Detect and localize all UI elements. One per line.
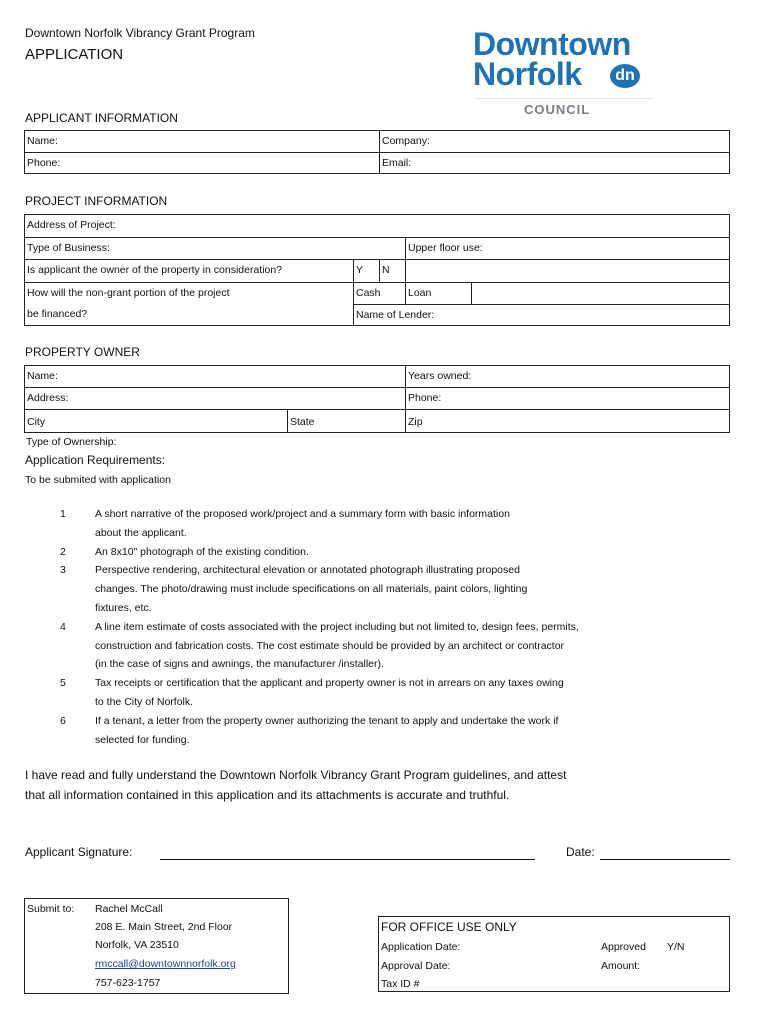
- logo-line2: Norfolk: [473, 56, 582, 92]
- upper-floor-use-field[interactable]: Upper floor use:: [405, 238, 729, 259]
- date-line[interactable]: [600, 859, 730, 860]
- requirement-text-line: A line item estimate of costs associated with the project including but not limited to, design fees, permits,: [95, 620, 579, 633]
- project-row-lender: [25, 304, 729, 326]
- requirement-text-line: to the City of Norfolk.: [95, 696, 194, 708]
- logo-badge: dn: [610, 64, 640, 88]
- requirement-number: 1: [60, 508, 66, 520]
- requirement-number: 5: [60, 677, 66, 690]
- submit-street: 208 E. Main Street, 2nd Floor: [95, 921, 233, 933]
- owner-state-field[interactable]: State: [287, 410, 405, 433]
- lender-name-field[interactable]: Name of Lender:: [353, 304, 729, 326]
- attestation-line1: I have read and fully understand the Downtown Norfolk Vibrancy Grant Program guidelines, and attest: [25, 768, 567, 782]
- application-date-field[interactable]: Application Date:: [381, 941, 461, 953]
- signature-line[interactable]: [160, 859, 535, 860]
- applicant-email-field[interactable]: Email:: [379, 153, 729, 174]
- requirement-text-line: construction and fabrication costs. The cost estimate should be provided by an architect or contractor: [95, 639, 565, 652]
- requirement-text-line: Tax receipts or certification that the applicant and property owner is not in arrears on any taxes owing: [95, 677, 564, 690]
- owner-zip-field[interactable]: Zip: [405, 410, 729, 433]
- project-heading: PROJECT INFORMATION: [25, 194, 168, 208]
- requirement-number: 2: [60, 545, 66, 558]
- submit-city: Norfolk, VA 23510: [95, 939, 179, 951]
- requirement-text-line: An 8x10" photograph of the existing condition.: [95, 545, 309, 558]
- logo-divider: [474, 98, 654, 99]
- requirement-number: 6: [60, 714, 66, 727]
- program-title: Downtown Norfolk Vibrancy Grant Program: [25, 26, 255, 40]
- owner-address-field[interactable]: Address:: [27, 392, 69, 404]
- date-label: Date:: [566, 845, 595, 859]
- owner-heading: PROPERTY OWNER: [25, 345, 140, 359]
- project-row-business: [25, 237, 729, 259]
- applicant-phone-field[interactable]: Phone:: [27, 157, 61, 169]
- owner-no-option[interactable]: N: [379, 260, 405, 282]
- project-table: [24, 214, 730, 326]
- submit-email-link[interactable]: rmccall@downtownnorfolk.org: [95, 958, 236, 970]
- approved-yn-field[interactable]: Y/N: [667, 941, 685, 953]
- requirement-text-line: (in the case of signs and awnings, the manufacturer /installer).: [95, 658, 384, 671]
- owner-phone-field[interactable]: Phone:: [405, 388, 729, 409]
- project-row-financing: [25, 282, 729, 304]
- office-use-box: [378, 916, 730, 992]
- requirement-number: 4: [60, 620, 66, 633]
- attestation-line2: that all information contained in this application and its attachments is accurate and truthful.: [25, 788, 510, 802]
- submit-box: [24, 898, 289, 994]
- requirement-text-line: about the applicant.: [95, 526, 187, 539]
- requirement-text-line: Perspective rendering, architectural elevation or annotated photograph illustrating proposed: [95, 564, 520, 577]
- submit-phone: 757-623-1757: [95, 977, 161, 989]
- tax-id-field[interactable]: Tax ID #: [381, 978, 420, 990]
- project-row-owner: [25, 259, 729, 282]
- project-address-field[interactable]: Address of Project:: [27, 219, 116, 231]
- project-row-address: [25, 215, 729, 237]
- financing-question-line1: How will the non-grant portion of the project: [27, 287, 230, 299]
- owner-question: Is applicant the owner of the property in consideration?: [27, 264, 283, 276]
- financing-question-line2: be financed?: [27, 308, 88, 320]
- requirement-text-line: changes. The photo/drawing must include specifications on all materials, paint colors, lighting: [95, 583, 528, 596]
- requirements-heading: Application Requirements:: [25, 453, 166, 467]
- owner-table: [24, 365, 730, 433]
- applicant-name-field[interactable]: Name:: [27, 135, 58, 147]
- owner-blank: [405, 260, 729, 282]
- requirement-text-line: selected for funding.: [95, 733, 190, 746]
- amount-field[interactable]: Amount:: [601, 960, 641, 972]
- owner-row-2: [25, 387, 729, 409]
- ownership-type-field[interactable]: Type of Ownership:: [26, 436, 117, 448]
- applicant-row-1: [25, 131, 729, 152]
- requirement-text-line: fixtures, etc.: [95, 602, 152, 614]
- office-use-heading: FOR OFFICE USE ONLY: [381, 920, 517, 934]
- owner-row-1: [25, 366, 729, 387]
- downtown-norfolk-council-logo: [470, 28, 670, 120]
- document-title: APPLICATION: [25, 46, 124, 63]
- submit-label: Submit to:: [27, 903, 75, 915]
- applicant-table: [24, 130, 730, 174]
- approval-date-field[interactable]: Approval Date:: [381, 960, 451, 972]
- signature-label: Applicant Signature:: [25, 845, 133, 859]
- owner-name-field[interactable]: Name:: [27, 370, 58, 382]
- requirement-text-line: A short narrative of the proposed work/project and a summary form with basic information: [95, 508, 510, 520]
- applicant-row-2: [25, 152, 729, 174]
- financing-blank: [471, 283, 729, 304]
- submit-name: Rachel McCall: [95, 903, 163, 915]
- applicant-heading: APPLICANT INFORMATION: [25, 111, 178, 125]
- requirement-text-line: If a tenant, a letter from the property owner authorizing the tenant to apply and undertake the work if: [95, 714, 559, 727]
- owner-row-3: [25, 409, 729, 433]
- owner-yes-option[interactable]: Y: [353, 260, 379, 282]
- requirement-number: 3: [60, 564, 66, 577]
- cash-option[interactable]: Cash: [353, 283, 405, 304]
- business-type-field[interactable]: Type of Business:: [27, 242, 110, 254]
- years-owned-field[interactable]: Years owned:: [405, 366, 729, 387]
- applicant-company-field[interactable]: Company:: [379, 131, 729, 152]
- requirements-subheading: To be submited with application: [25, 474, 171, 486]
- logo-line1: Downtown: [473, 26, 631, 62]
- logo-sub: COUNCIL: [524, 102, 591, 117]
- approved-label: Approved: [601, 941, 646, 953]
- loan-option[interactable]: Loan: [405, 283, 471, 304]
- owner-city-field[interactable]: City: [27, 416, 46, 428]
